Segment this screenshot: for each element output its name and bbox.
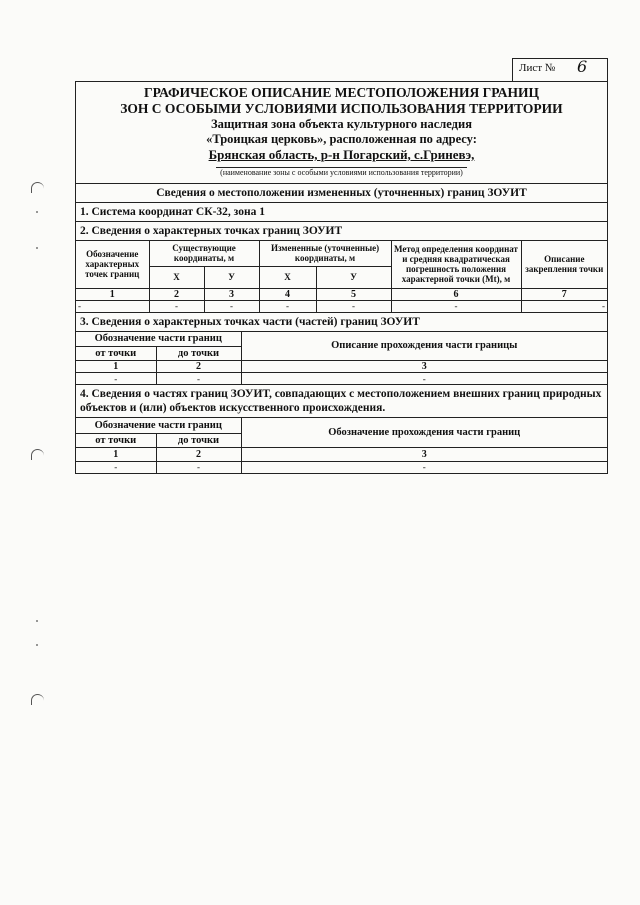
punch-hole — [31, 449, 44, 460]
to-point-header: до точки — [156, 347, 241, 361]
col-number: 1 — [76, 288, 149, 300]
table-cell: - — [316, 300, 391, 312]
header-description: Описание закрепления точки — [521, 241, 607, 288]
header-changed: Измененные (уточненные) координаты, м — [259, 241, 391, 266]
header-designation: Обозначение характерных точек границ — [76, 241, 149, 288]
part-label: Обозначение части границ — [76, 332, 241, 347]
col-number: 2 — [149, 288, 204, 300]
section-2-table — [76, 241, 607, 313]
speck — [36, 620, 38, 622]
table-cell: - — [521, 300, 607, 312]
title-line-1: ГРАФИЧЕСКОЕ ОПИСАНИЕ МЕСТОПОЛОЖЕНИЯ ГРАНИЦ — [143, 85, 540, 100]
from-point-header: от точки — [76, 347, 156, 361]
col-number: 3 — [241, 447, 607, 461]
punch-hole — [31, 182, 44, 193]
desc-header: Обозначение прохождения части границ — [241, 418, 607, 447]
section-1-title: 1. Система координат СК-32, зона 1 — [76, 203, 607, 222]
section-main-title: Сведения о местоположении измененных (уточненных) границ ЗОУИТ — [76, 184, 607, 203]
sheet-label: Лист № — [519, 62, 556, 74]
col-number: 3 — [241, 361, 607, 373]
table-cell: - — [391, 300, 521, 312]
section-4-title: 4. Сведения о частях границ ЗОУИТ, совпадающих с местоположением внешних границ природных объектов и (или) объектов искусственного происхождения. — [76, 385, 607, 418]
col-number: 2 — [156, 447, 241, 461]
col-number: 7 — [521, 288, 607, 300]
header-existing: Существующие координаты, м — [149, 241, 259, 266]
section-2-title: 2. Сведения о характерных точках границ ЗОУИТ — [76, 222, 607, 241]
section-4-table — [76, 418, 607, 473]
col-number: 6 — [391, 288, 521, 300]
to-point-header: до точки — [156, 433, 241, 447]
table-cell: - — [156, 373, 241, 385]
header-method: Метод определения координат и средняя квадратическая погрешность положения характерной точки (Mt), м — [391, 241, 521, 288]
sheet-number: 6 — [577, 57, 588, 76]
col-number: 1 — [76, 447, 156, 461]
from-point-header: от точки — [76, 433, 156, 447]
table-cell: - — [241, 461, 607, 473]
col-number: 5 — [316, 288, 391, 300]
table-cell: - — [204, 300, 259, 312]
zone-line-2: «Троицкая церковь», расположенная по адресу: — [206, 132, 477, 146]
document-frame — [75, 81, 608, 474]
header-x-existing: X — [149, 266, 204, 288]
speck — [36, 211, 38, 213]
zone-line-1: Защитная зона объекта культурного наследия — [211, 117, 472, 131]
document-header — [76, 82, 607, 184]
header-y-changed: У — [316, 266, 391, 288]
sheet-number-box — [512, 58, 608, 82]
speck — [36, 247, 38, 249]
desc-header: Описание прохождения части границы — [241, 332, 607, 361]
zone-note: (наименование зоны с особыми условиями использования территории) — [216, 167, 467, 178]
header-x-changed: X — [259, 266, 316, 288]
table-cell: - — [76, 373, 156, 385]
part-label: Обозначение части границ — [76, 418, 241, 433]
table-cell: - — [76, 461, 156, 473]
section-3-title: 3. Сведения о характерных точках части (частей) границ ЗОУИТ — [76, 313, 607, 332]
table-cell: - — [259, 300, 316, 312]
table-cell: - — [149, 300, 204, 312]
header-y-existing: У — [204, 266, 259, 288]
section-3-table — [76, 332, 607, 386]
table-cell: - — [156, 461, 241, 473]
col-number: 1 — [76, 361, 156, 373]
address: Брянская область, р-н Погарский, с.Гриневэ, — [208, 147, 475, 162]
speck — [36, 644, 38, 646]
col-number: 4 — [259, 288, 316, 300]
punch-hole — [31, 694, 44, 705]
col-number: 2 — [156, 361, 241, 373]
table-cell: - — [241, 373, 607, 385]
col-number: 3 — [204, 288, 259, 300]
title-line-2: ЗОН С ОСОБЫМИ УСЛОВИЯМИ ИСПОЛЬЗОВАНИЯ ТЕРРИТОРИИ — [120, 101, 563, 116]
table-cell: - — [76, 300, 149, 312]
